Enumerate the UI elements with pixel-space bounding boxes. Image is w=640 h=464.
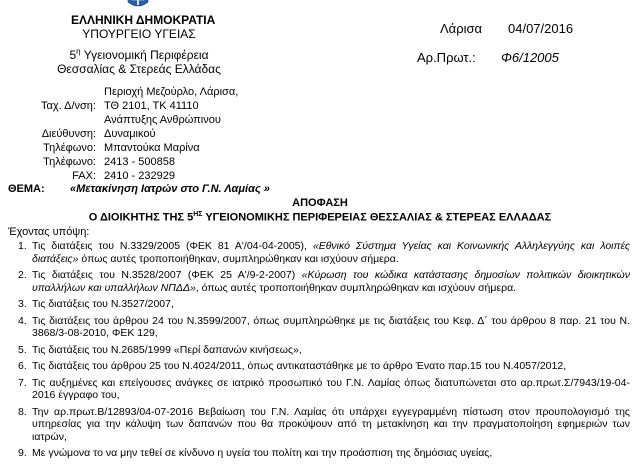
region-sup: η bbox=[76, 47, 81, 56]
subject-label: ΘΕΜΑ: bbox=[8, 183, 45, 195]
region-line2: Θεσσαλίας & Στερεάς Ελλάδας bbox=[57, 62, 221, 76]
protocol-number: Φ6/12005 bbox=[501, 50, 559, 65]
address-label: Ταχ. Δ/νση: bbox=[40, 100, 96, 112]
director-sup: ΗΣ bbox=[193, 211, 203, 218]
place-label: Λάρισα bbox=[440, 21, 483, 36]
document-date: 04/07/2016 bbox=[508, 21, 574, 36]
contact-person: Μπαντούκα Μαρίνα bbox=[104, 142, 200, 154]
director-post: ΥΓΕΙΟΝΟΜΙΚΗΣ ΠΕΡΙΦΕΡΕΙΑΣ ΘΕΣΣΑΛΙΑΣ & ΣΤΕΡΕΑΣ ΕΛΛΑΔΑΣ bbox=[202, 211, 552, 224]
fax-value: 2410 - 232929 bbox=[104, 170, 175, 182]
item-text: Τις διατάξεις του Ν.3528/2007 (ΦΕΚ 25 Α'/9-2-2007) bbox=[32, 269, 302, 281]
protocol-label: Αρ.Πρωτ.: bbox=[417, 50, 476, 65]
list-item bbox=[18, 298, 630, 311]
considering-label: Έχοντας υπόψη: bbox=[8, 226, 90, 238]
considerations-list bbox=[18, 240, 630, 464]
region-title bbox=[51, 47, 227, 62]
fax-label: FAX: bbox=[72, 170, 96, 182]
subject-text: «Μετακίνηση Ιατρών στο Γ.Ν. Λαμίας » bbox=[70, 183, 270, 195]
item-italic: «Κύρωση του κώδικα κατάστασης δημοσίων πολιτικών διοικητικών υπαλλήλων και υπαλλήλων ΝΠΔΔ» bbox=[32, 269, 630, 294]
item-text: Τις διατάξεις του Ν.3329/2005 (ΦΕΚ 81 Α'/04-04-2005), bbox=[32, 240, 313, 252]
item-number: 7. bbox=[18, 376, 27, 389]
phone-value: 2413 - 500858 bbox=[104, 156, 175, 168]
item-text: Τις διατάξεις του Ν.3527/2007, bbox=[32, 298, 174, 310]
item-number: 2. bbox=[18, 269, 27, 281]
item-number: 4. bbox=[18, 314, 27, 327]
item-tail: , όπως αυτές τροποποιήθηκαν συμπληρώθηκαν και ισχύουν σήμερα. bbox=[195, 281, 517, 294]
item-text: Με γνώμονα το να μην τεθεί σε κίνδυνο η υγεία του πολίτη και την προάσπιση της δημόσιας υγείας, bbox=[32, 447, 493, 459]
item-text: Τις αυξημένες και επείγουσες ανάγκες σε ιατρικό προσωπικό του Γ.Ν. Λαμίας όπως διατυπώνεται στο αρ.πρωτ.Σ/7943/19-04-2016 έγγραφο του, bbox=[32, 376, 630, 401]
list-item bbox=[18, 240, 630, 265]
list-item bbox=[18, 344, 630, 357]
item-number: 9. bbox=[18, 447, 27, 459]
item-text: Τις διατάξεις του άρθρου 25 του Ν.4024/2011, όπως αντικαταστάθηκε με το άρθρο Ένατο παρ.15 του Ν.4057/2012, bbox=[32, 360, 567, 372]
decision-title: ΑΠΟΦΑΣΗ bbox=[292, 197, 348, 209]
greek-emblem-icon bbox=[126, 0, 150, 10]
item-text: Τις διατάξεις του άρθρου 24 του Ν.3599/2007, όπως συμπληρώθηκε με τις διατάξεις του Κεφ. Δ΄ του άρθρου 8 παρ. 21 του Ν. 3868/3-08-2010, ΦΕΚ 129, bbox=[32, 314, 630, 339]
item-text: Τις διατάξεις του Ν.2685/1999 «Περί δαπανών κινήσεως», bbox=[32, 343, 302, 356]
item-tail: όπως αυτές τροποποιήθηκαν, συμπληρώθηκαν και ισχύουν σήμερα. bbox=[78, 252, 399, 265]
item-number: 8. bbox=[18, 405, 27, 418]
list-item bbox=[18, 377, 630, 402]
list-item bbox=[18, 360, 630, 373]
ministry-title: ΥΠΟΥΡΓΕΙΟ ΥΓΕΙΑΣ bbox=[82, 27, 196, 41]
unit-line1: Ανάπτυξης Ανθρώπινου bbox=[104, 114, 221, 126]
list-item bbox=[18, 269, 630, 294]
item-text: Την αρ.πρωτ.Β/12893/04-07-2016 Βεβαίωση του Γ.Ν. Λαμίας ότι υπάρχει εγγεγραμμένη πίστωση στον προυπολογισμό της υπηρεσίας για την κάλυψη των δαπανών που θα προκύψουν από τη μετακίνηση και την πραγματοποίηση εφημεριών των ιατρών, bbox=[32, 405, 630, 443]
department-value: Δυναμικού bbox=[104, 128, 156, 140]
director-pre: Ο ΔΙΟΙΚΗΤΗΣ ΤΗΣ 5 bbox=[88, 211, 194, 224]
address-value: ΤΘ 2101, ΤΚ 41110 bbox=[104, 100, 199, 112]
item-number: 1. bbox=[18, 240, 27, 252]
item-number: 6. bbox=[18, 360, 27, 372]
contact-area: Περιοχή Μεζούρλο, Λάρισα, bbox=[104, 86, 239, 98]
phone-label-1: Τηλέφωνο: bbox=[43, 142, 96, 154]
item-number: 3. bbox=[18, 298, 27, 310]
item-italic: «Εθνικό Σύστημα Υγείας και Κοινωνικής Αλληλεγγύης και λοιπές διατάξεις» bbox=[32, 240, 630, 265]
item-number: 5. bbox=[18, 343, 27, 356]
list-item bbox=[18, 315, 630, 340]
director-heading bbox=[0, 211, 640, 224]
region-rest: Υγειονομική Περιφέρεια bbox=[80, 48, 209, 62]
region-num: 5 bbox=[69, 48, 77, 62]
department-label: Διεύθυνση: bbox=[41, 128, 96, 140]
republic-title: ΕΛΛΗΝΙΚΗ ΔΗΜΟΚΡΑΤΙΑ bbox=[71, 13, 216, 27]
phone-label-2: Τηλέφωνο: bbox=[43, 156, 96, 168]
list-item bbox=[18, 406, 630, 444]
